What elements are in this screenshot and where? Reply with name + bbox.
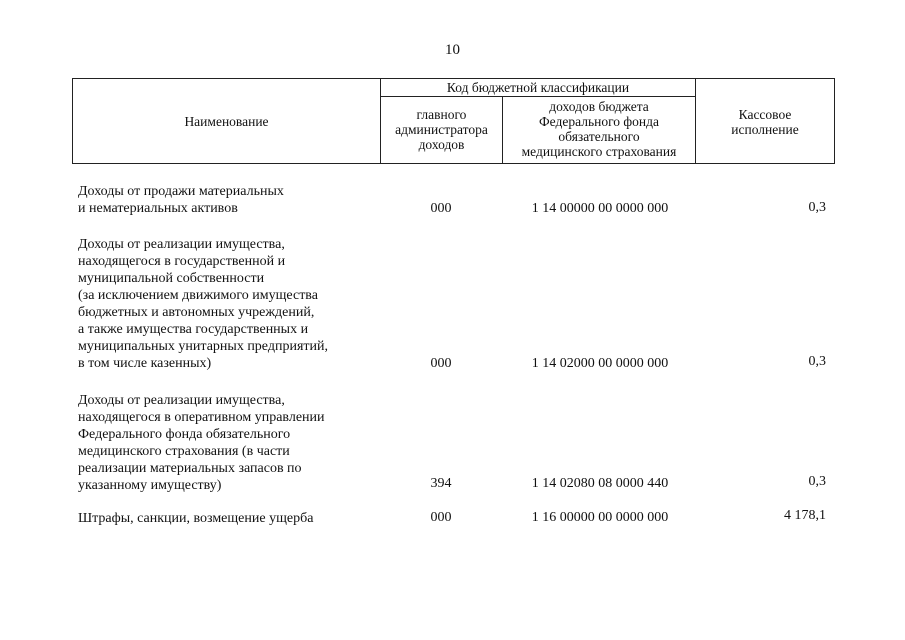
table-header: [72, 78, 835, 164]
row-name-line: Доходы от реализации имущества,: [78, 237, 285, 252]
row-amount: 0,3: [808, 200, 826, 215]
header-cash-execution-line: исполнение: [731, 122, 799, 137]
row-admin-code: 394: [430, 476, 452, 491]
row-admin-code: 000: [430, 356, 452, 371]
header-fund-income-line: доходов бюджета: [549, 99, 649, 114]
row-name-line: находящегося в государственной и: [78, 254, 286, 269]
header-fund-income-line: Федерального фонда: [539, 114, 659, 129]
header-divider-group: [380, 96, 695, 97]
row-amount: 0,3: [808, 354, 826, 369]
row-name: [78, 236, 378, 372]
row-admin-code: 000: [430, 201, 452, 216]
row-amount: 0,3: [808, 474, 826, 489]
header-chief-admin-line: главного: [416, 107, 467, 122]
row-budget-code: 1 16 00000 00 0000 000: [531, 510, 669, 525]
header-chief-admin-line: доходов: [418, 137, 465, 152]
row-name: [78, 392, 378, 494]
header-chief-admin-line: администратора: [395, 122, 488, 137]
row-name-line: (за исключением движимого имущества: [78, 288, 318, 303]
row-name-line: Федерального фонда обязательного: [78, 427, 291, 442]
row-name-line: муниципальных унитарных предприятий,: [78, 339, 328, 354]
row-budget-code: 1 14 00000 00 0000 000: [531, 201, 669, 216]
page-number: 10: [445, 42, 460, 58]
row-name-line: находящегося в оперативном управлении: [78, 410, 325, 425]
row-name-line: Штрафы, санкции, возмещение ущерба: [78, 511, 314, 526]
row-name: [78, 510, 378, 527]
row-budget-code: 1 14 02080 08 0000 440: [531, 476, 669, 491]
header-name: Наименование: [184, 114, 269, 129]
header-budget-code-group: Код бюджетной классификации: [446, 80, 630, 95]
header-cash-execution: [696, 107, 834, 137]
row-name-line: медицинского страхования (в части: [78, 444, 290, 459]
header-fund-income-line: медицинского страхования: [521, 144, 677, 159]
row-name-line: реализации материальных запасов по: [78, 461, 302, 476]
row-name-line: в том числе казенных): [78, 356, 212, 371]
header-border-right: [834, 78, 835, 164]
header-border-bottom: [72, 163, 835, 164]
row-name-line: бюджетных и автономных учреждений,: [78, 305, 315, 320]
row-name-line: Доходы от реализации имущества,: [78, 393, 285, 408]
row-name-line: и нематериальных активов: [78, 201, 238, 216]
row-name: [78, 183, 378, 217]
row-name-line: указанному имуществу): [78, 478, 222, 493]
header-fund-income: [503, 99, 695, 159]
header-border-top: [72, 78, 835, 79]
row-name-line: а также имущества государственных и: [78, 322, 309, 337]
row-budget-code: 1 14 02000 00 0000 000: [531, 356, 669, 371]
header-fund-income-line: обязательного: [558, 129, 640, 144]
row-name-line: Доходы от продажи материальных: [78, 184, 284, 199]
row-admin-code: 000: [430, 510, 452, 525]
row-name-line: муниципальной собственности: [78, 271, 265, 286]
header-cash-execution-line: Кассовое: [738, 107, 792, 122]
header-chief-admin: [381, 107, 502, 152]
row-amount: 4 178,1: [784, 508, 826, 523]
